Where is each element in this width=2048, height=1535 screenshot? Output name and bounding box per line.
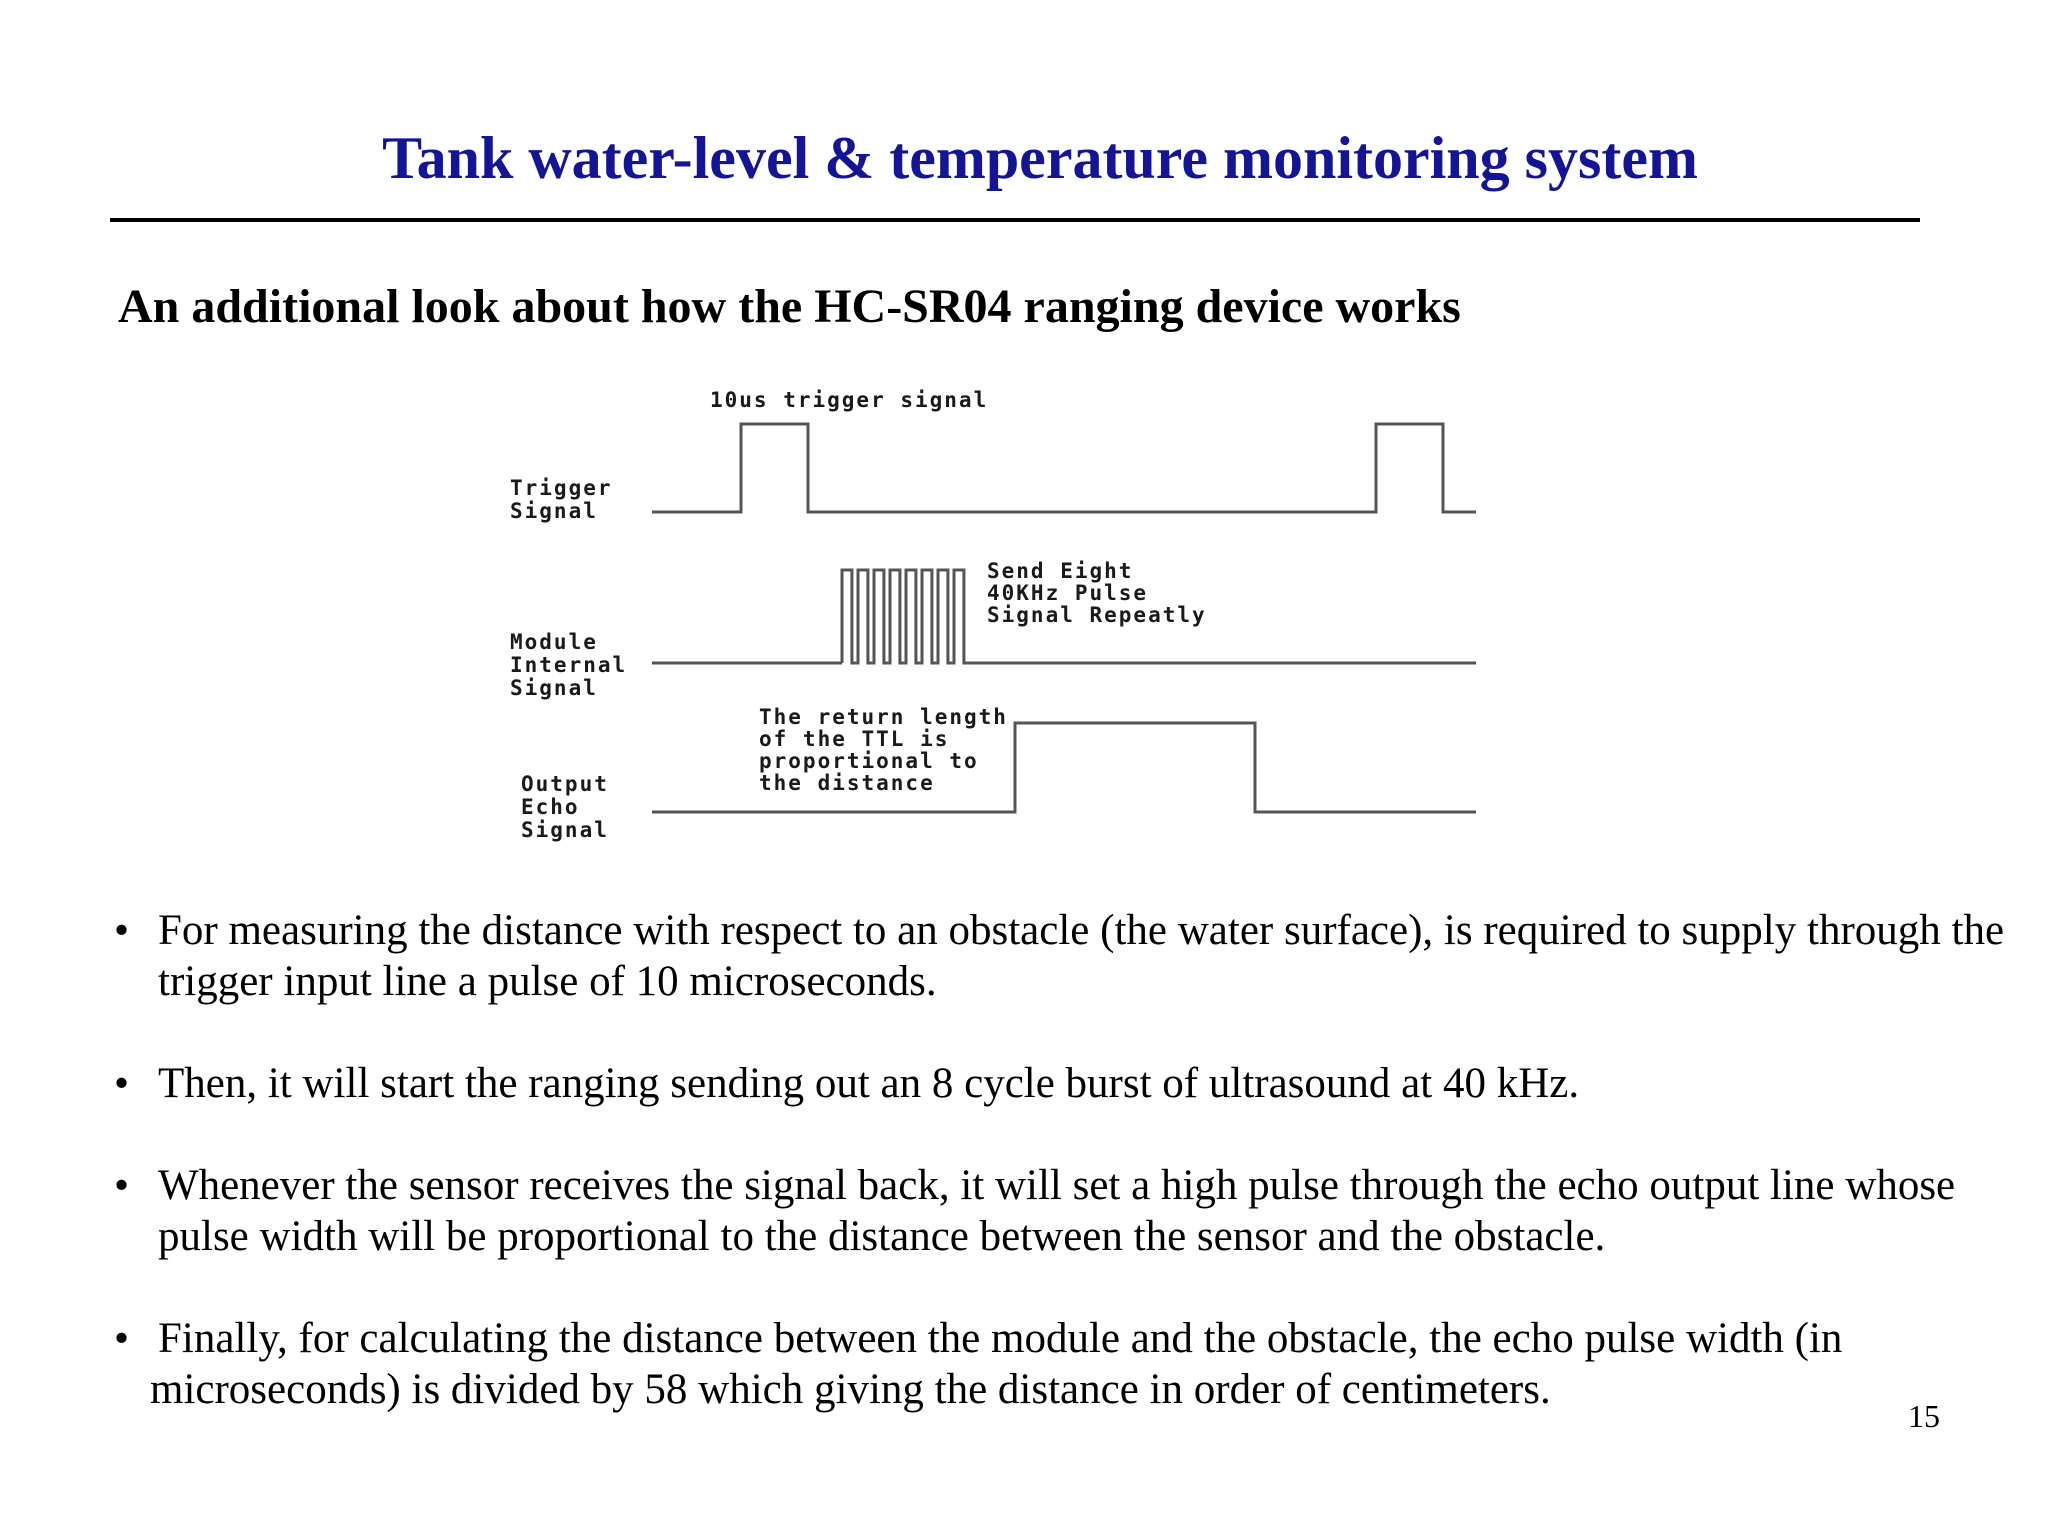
- slide-subtitle: An additional look about how the HC-SR04 ranging device works: [118, 280, 1461, 333]
- slide-title: Tank water-level & temperature monitoring system: [382, 125, 1698, 191]
- bullet-text: Finally, for calculating the distance between the module and the obstacle, the echo pulse width (in microseconds) is divided by 58 which giving the distance in order of centimeters.: [150, 1315, 1843, 1413]
- burst-note-line-1: Send Eight: [987, 559, 1134, 583]
- module-label-line-2: Internal: [510, 653, 628, 677]
- burst-note-line-3: Signal Repeatly: [987, 603, 1207, 627]
- bullet-text: Whenever the sensor receives the signal back, it will set a high pulse through the echo output line whose pulse width will be proportional to the distance between the sensor and the obstacle.: [158, 1162, 1956, 1260]
- echo-label-line-2: Echo: [521, 795, 580, 819]
- bullet-marker: •: [114, 1060, 130, 1107]
- list-item: [110, 1313, 2010, 1415]
- burst-waveform: [842, 570, 970, 663]
- list-item: [110, 905, 2010, 1007]
- echo-note-line-3: proportional to: [759, 749, 979, 773]
- list-item: [110, 1058, 2010, 1109]
- trigger-caption: 10us trigger signal: [710, 388, 989, 412]
- trigger-waveform: [652, 424, 1476, 512]
- echo-note-line-2: of the TTL is: [759, 727, 950, 751]
- trigger-label-line-2: Signal: [510, 499, 598, 523]
- list-item: [110, 1160, 2010, 1262]
- bullet-text: Then, it will start the ranging sending out an 8 cycle burst of ultrasound at 40 kHz.: [158, 1060, 1580, 1107]
- page-number: 15: [1908, 1398, 1940, 1434]
- bullet-marker: •: [114, 1315, 130, 1362]
- burst-note-line-2: 40KHz Pulse: [987, 581, 1149, 605]
- bullet-marker: •: [114, 907, 130, 954]
- bullet-list: [110, 905, 2010, 1466]
- burst-pulses: [842, 570, 970, 663]
- bullet-marker: •: [114, 1162, 130, 1209]
- echo-label-line-1: Output: [521, 772, 609, 796]
- module-label-line-1: Module: [510, 630, 598, 654]
- module-label-line-3: Signal: [510, 676, 598, 700]
- trigger-label-line-1: Trigger: [510, 476, 613, 500]
- echo-note-line-1: The return length: [759, 705, 1008, 729]
- echo-note-line-4: the distance: [759, 771, 935, 795]
- bullet-text: For measuring the distance with respect to an obstacle (the water surface), is required to supply through the trigger input line a pulse of 10 microseconds.: [158, 907, 2005, 1005]
- echo-label-line-3: Signal: [521, 818, 609, 842]
